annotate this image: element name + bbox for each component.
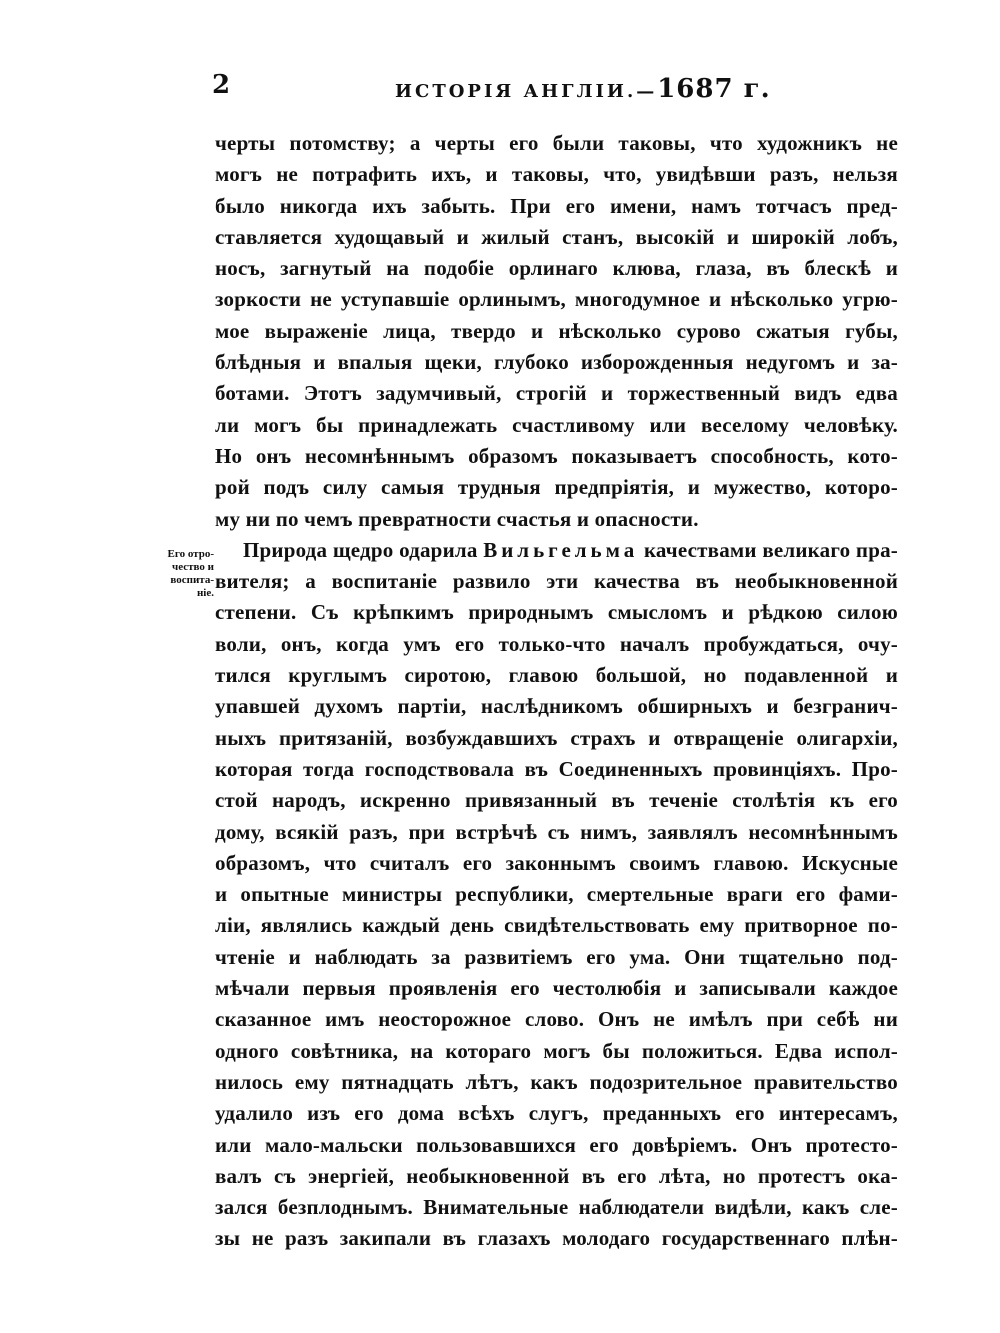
text-line: было никогда ихъ забыть. При его имени, намъ тотчасъ пред- bbox=[215, 193, 898, 218]
text-line: му ни по чемъ превратности счастья и опасности. bbox=[215, 506, 699, 531]
text-line: Но онъ несомнѣннымъ образомъ показываетъ способность, кото- bbox=[215, 443, 898, 468]
body-text bbox=[215, 128, 898, 1255]
text-run: качествами великаго пра- bbox=[638, 537, 898, 562]
person-name: Вильгельма bbox=[483, 537, 639, 562]
margin-note-line: воспита- bbox=[170, 574, 214, 586]
text-line: стой народъ, искренно привязанный въ теченіе столѣтія къ его bbox=[215, 788, 898, 813]
text-line: степени. Съ крѣпкимъ природнымъ смысломъ и рѣдкою силою bbox=[215, 600, 898, 625]
text-line: дому, всякій разъ, при встрѣчѣ съ нимъ, заявлялъ несомнѣннымъ bbox=[215, 819, 898, 844]
page-number: 2 bbox=[212, 70, 231, 100]
text-line: упавшей духомъ партіи, наслѣдникомъ обширныхъ и безгранич- bbox=[215, 694, 898, 719]
text-line: нилось ему пятнадцать лѣтъ, какъ подозрительное правительство bbox=[215, 1069, 898, 1094]
margin-note-line: ніе. bbox=[196, 587, 214, 599]
text-line: ли могъ бы принадлежать счастливому или веселому человѣку. bbox=[215, 412, 898, 437]
running-title bbox=[395, 74, 771, 104]
paragraph-2 bbox=[215, 535, 898, 1255]
text-line: одного совѣтника, на котораго могъ бы положиться. Едва испол- bbox=[215, 1038, 898, 1063]
text-line: и опытные министры республики, смертельные враги его фами- bbox=[215, 882, 898, 907]
text-run: Природа щедро одарила bbox=[243, 537, 484, 562]
page-header bbox=[212, 70, 900, 110]
text-line: зоркости не уступавшіе орлинымъ, многодумное и нѣсколько угрю- bbox=[215, 287, 898, 312]
text-line: удалило изъ его дома всѣхъ слугъ, преданныхъ его интересамъ, bbox=[215, 1101, 898, 1126]
text-line: которая тогда господствовала въ Соединенныхъ провинціяхъ. Про- bbox=[215, 756, 898, 781]
text-line: образомъ, что считалъ его законнымъ своимъ главою. Искусные bbox=[215, 850, 898, 875]
text-line: ботами. Этотъ задумчивый, строгій и торжественный видъ едва bbox=[215, 381, 898, 406]
text-line: валъ съ энергіей, необыкновенной въ его лѣта, но протестъ ока- bbox=[215, 1163, 898, 1188]
running-title-text: ИСТОРІЯ АНГЛІИ.— bbox=[395, 81, 658, 102]
text-line: рой подъ силу самыя трудныя предпріятія, и мужество, которо- bbox=[215, 475, 898, 500]
paragraph-1 bbox=[215, 128, 898, 535]
margin-note-line: Его отро- bbox=[167, 548, 214, 560]
text-line: или мало-мальски пользовавшихся его довѣріемъ. Онъ протесто- bbox=[215, 1132, 898, 1157]
text-line: носъ, загнутый на подобіе орлинаго клюва, глаза, въ блескѣ и bbox=[215, 256, 898, 281]
margin-note bbox=[148, 548, 214, 600]
text-line-first bbox=[215, 535, 898, 566]
running-title-year: 1687 г. bbox=[657, 74, 771, 104]
text-line: ліи, являлись каждый день свидѣтельствовать ему притворное по- bbox=[215, 913, 898, 938]
text-line: мѣчали первыя проявленія его честолюбія и записывали каждое bbox=[215, 976, 898, 1001]
text-line: вителя; а воспитаніе развило эти качества въ необыкновенной bbox=[215, 569, 898, 594]
text-line: воли, онъ, когда умъ его только-что началъ пробуждаться, очу- bbox=[215, 631, 898, 656]
text-line: ныхъ притязаній, возбуждавшихъ страхъ и отвращеніе олигархіи, bbox=[215, 725, 898, 750]
text-line: мое выраженіе лица, твердо и нѣсколько сурово сжатыя губы, bbox=[215, 318, 898, 343]
text-line: зы не разъ закипали въ глазахъ молодаго государственнаго плѣн- bbox=[215, 1226, 898, 1251]
margin-note-line: чество и bbox=[172, 561, 214, 573]
text-line: блѣдныя и впалыя щеки, глубоко изборожденныя недугомъ и за- bbox=[215, 350, 898, 375]
text-line: черты потомству; а черты его были таковы, что художникъ не bbox=[215, 131, 898, 155]
text-line: сказанное имъ неосторожное слово. Онъ не имѣлъ при себѣ ни bbox=[215, 1007, 898, 1032]
text-line: могъ не потрафить ихъ, и таковы, что, увидѣвши разъ, нельзя bbox=[215, 162, 898, 187]
text-line: тился круглымъ сиротою, главою большой, но подавленной и bbox=[215, 663, 898, 688]
text-line: ставляется худощавый и жилый станъ, высокій и широкій лобъ, bbox=[215, 224, 898, 249]
text-line: чтеніе и наблюдать за развитіемъ его ума. Они тщательно под- bbox=[215, 944, 898, 969]
text-line: зался безплоднымъ. Внимательные наблюдатели видѣли, какъ сле- bbox=[215, 1195, 898, 1220]
